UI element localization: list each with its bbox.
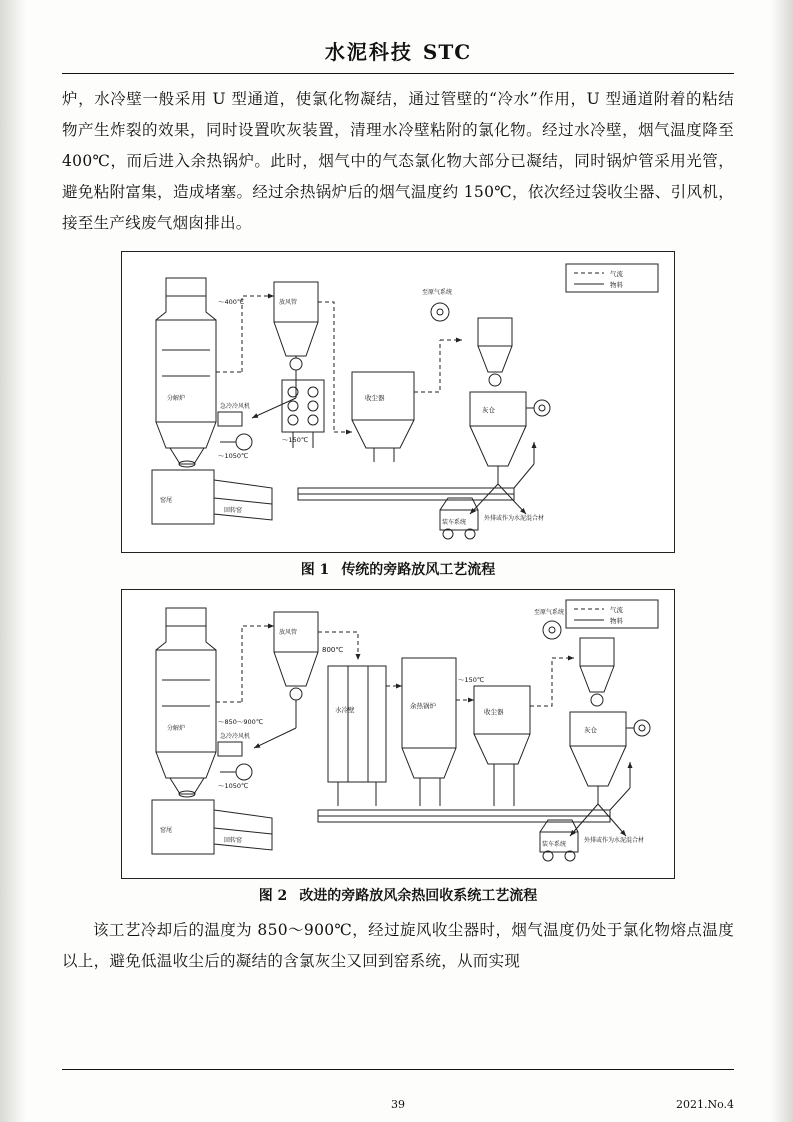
paragraph-2 [62, 915, 734, 977]
figure-2-diagram [122, 590, 674, 878]
figure-1-label-quench: 急冷冷风机 [220, 403, 251, 410]
figure-2-label-preheater: 分解炉 [167, 725, 186, 732]
figure-2 [121, 589, 675, 879]
figure-2-label-quench: 急冷冷风机 [220, 733, 251, 740]
figure-2-label-collector: 收尘器 [484, 708, 504, 716]
figure-1-caption-text: 传统的旁路放风工艺流程 [341, 562, 496, 578]
figure-1-label-to-stack: 至原气系统 [422, 289, 453, 296]
page-number: 39 [391, 1098, 405, 1111]
figure-1-legend-gas: 气流 [610, 270, 623, 278]
paragraph-1-text: 炉，水冷壁一般采用 U 型通道，使氯化物凝结，通过管壁的“冷水”作用，U 型通道附着的粘结物产生炸裂的效果，同时设置吹灰装置，清理水冷壁粘附的氯化物。经过水冷壁，烟气温度降至 400℃，而后进入余热锅炉。此时，烟气中的气态氯化物大部分已凝结，同时锅炉管采用光管，避免粘附富集，造成堵塞。经过余热锅炉后的烟气温度约 150℃，依次经过袋收尘器、引风机，接至生产线废气烟囱排出。 [62, 90, 734, 232]
figure-2-caption-text: 改进的旁路放风余热回收系统工艺流程 [299, 888, 538, 904]
paragraph-1 [62, 84, 734, 239]
figure-1-legend-material: 物料 [610, 281, 623, 289]
figure-2-label-fan: 放风管 [279, 629, 298, 636]
issue-label: 2021.No.4 [675, 1098, 734, 1111]
page-content [62, 36, 734, 977]
journal-title: 水泥科技 [324, 40, 413, 64]
figure-2-label-temp850900: ～850～900℃ [218, 718, 264, 726]
figure-2-caption [62, 885, 734, 905]
figure-1 [121, 251, 675, 553]
figure-2-legend-gas: 气流 [610, 606, 623, 614]
figure-2-label-note: 外排或作为水泥混合材 [584, 837, 645, 844]
figure-1-label-kiln-hood: 窑尾 [160, 497, 173, 504]
figure-1-label-temp150: ～150℃ [282, 436, 309, 444]
figure-2-caption-number: 图 2 [258, 888, 288, 904]
figure-1-diagram [122, 252, 674, 552]
journal-header [62, 36, 734, 71]
figure-1-label-preheater: 分解炉 [167, 395, 186, 402]
figure-2-label-to-stack: 至原气系统 [534, 609, 565, 616]
figure-2-label-temp1050: ～1050℃ [218, 782, 249, 790]
figure-2-label-temp150: ～150℃ [458, 676, 485, 684]
figure-2-label-boiler: 余热锅炉 [410, 702, 436, 710]
figure-1-label-note: 外排或作为水泥混合材 [484, 515, 545, 522]
figure-1-label-kiln: 回转窑 [224, 507, 243, 514]
figure-2-legend-material: 物料 [610, 617, 623, 625]
figure-2-label-water-wall: 水冷壁 [335, 706, 355, 714]
figure-1-label-truck: 装车系统 [442, 519, 467, 526]
figure-1-label-collector: 收尘器 [365, 394, 385, 402]
figure-1-label-fan: 放风管 [279, 299, 298, 306]
figure-1-caption-number: 图 1 [300, 562, 330, 578]
figure-1-label-temp1050: ～1050℃ [218, 452, 249, 460]
header-rule [62, 73, 734, 74]
figure-2-label-truck: 装车系统 [542, 841, 567, 848]
footer-rule [62, 1069, 734, 1070]
paragraph-2-text: 该工艺冷却后的温度为 850～900℃，经过旋风收尘器时，烟气温度仍处于氯化物熔点温度以上，避免低温收尘后的凝结的含氯灰尘又回到窑系统，从而实现 [62, 921, 734, 970]
figure-2-label-temp800: 800℃ [322, 646, 344, 654]
figure-1-caption [62, 559, 734, 579]
journal-abbr: STC [422, 40, 472, 64]
figure-2-label-kiln: 回转窑 [224, 837, 243, 844]
figure-1-label-temp400: ～400℃ [218, 298, 245, 306]
figure-1-label-ash-silo: 灰仓 [482, 406, 495, 414]
figure-2-label-ash-silo: 灰仓 [584, 726, 597, 734]
figure-2-label-kiln-hood: 窑尾 [160, 827, 173, 834]
